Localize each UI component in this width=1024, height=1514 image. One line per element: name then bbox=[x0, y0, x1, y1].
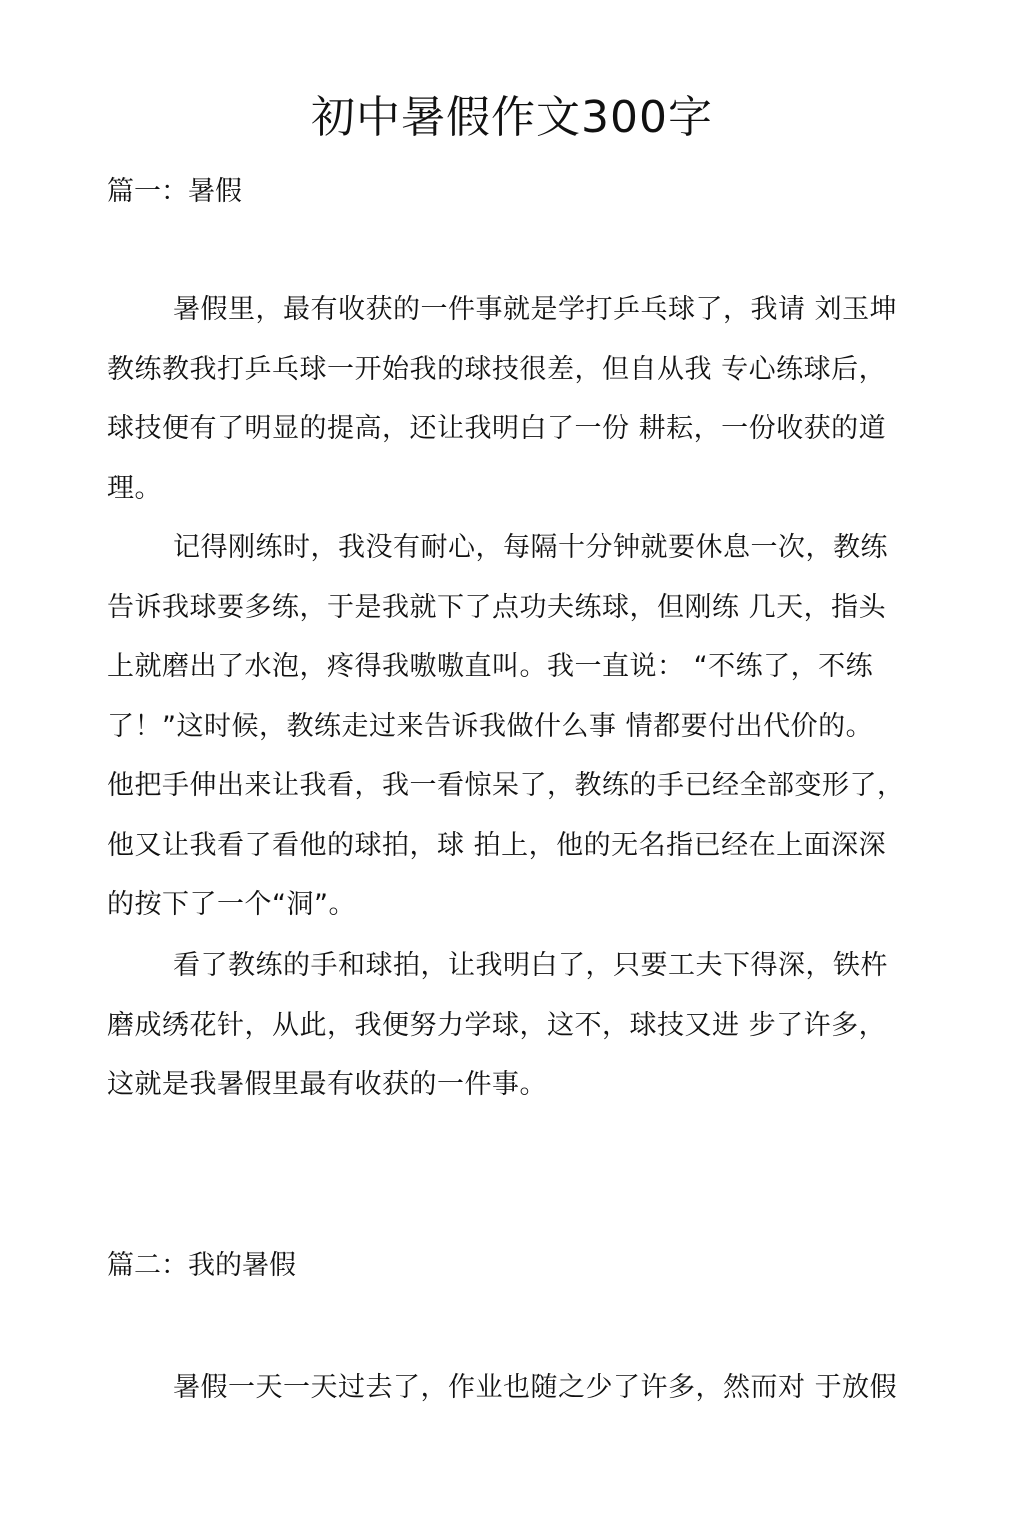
paragraph-2 bbox=[107, 518, 937, 935]
paragraph-line: 暑假一天一天过去了，作业也随之少了许多，然而对 于放假 bbox=[173, 1372, 898, 1403]
paragraph-1 bbox=[107, 280, 937, 518]
paragraph-line: 告诉我球要多练，于是我就下了点功夫练球，但刚练 几天，指头 bbox=[107, 591, 887, 623]
paragraph-line: 看了教练的手和球拍，让我明白了，只要工夫下得深，铁杵 bbox=[173, 950, 888, 981]
paragraph-line: 了！”这时候，教练走过来告诉我做什么事 情都要付出代价的。 bbox=[107, 710, 874, 742]
paragraph-3 bbox=[107, 936, 937, 1115]
paragraph-line: 球技便有了明显的提高，还让我明白了一份 耕耘，一份收获的道 bbox=[107, 413, 887, 444]
section-heading-1: 篇一：暑假 bbox=[107, 176, 242, 207]
page-title: 初中暑假作文300字 bbox=[311, 92, 713, 143]
paragraph-line: 记得刚练时，我没有耐心，每隔十分钟就要休息一次，教练 bbox=[173, 532, 888, 563]
paragraph-line: 理。 bbox=[107, 472, 162, 504]
paragraph-line: 磨成绣花针，从此，我便努力学球，这不，球技又进 步了许多， bbox=[107, 1009, 887, 1041]
paragraph-line: 的按下了一个“洞”。 bbox=[107, 889, 356, 920]
section-heading-2: 篇二：我的暑假 bbox=[107, 1250, 296, 1281]
paragraph-4 bbox=[107, 1358, 937, 1418]
paragraph-line: 他把手伸出来让我看，我一看惊呆了，教练的手已经全部变形了， bbox=[107, 770, 905, 801]
paragraph-line: 他又让我看了看他的球拍，球 拍上，他的无名指已经在上面深深 bbox=[107, 829, 887, 861]
paragraph-line: 上就磨出了水泡，疼得我嗷嗷直叫。我一直说： “不练了，不练 bbox=[107, 651, 874, 682]
paragraph-line: 教练教我打乒乓球一开始我的球技很差，但自从我 专心练球后， bbox=[107, 353, 887, 385]
paragraph-line: 暑假里，最有收获的一件事就是学打乒乓球了，我请 刘玉坤 bbox=[173, 294, 898, 325]
paragraph-line: 这就是我暑假里最有收获的一件事。 bbox=[107, 1069, 547, 1100]
